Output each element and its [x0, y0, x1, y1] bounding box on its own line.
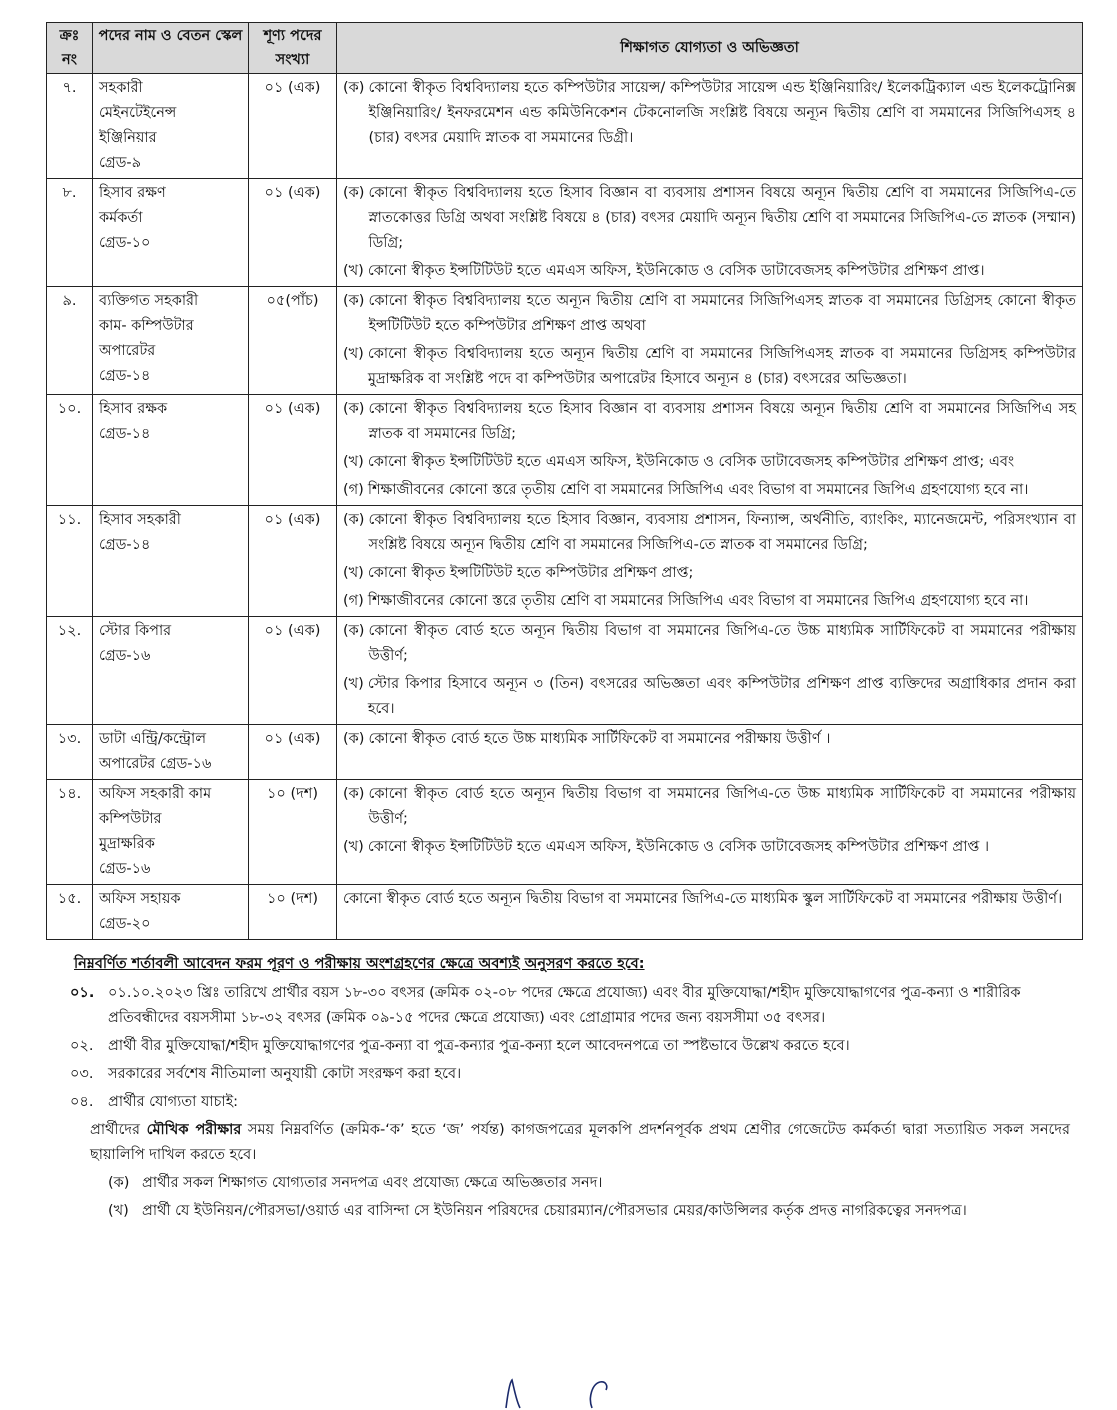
serial-cell: ১৩.: [47, 725, 93, 780]
qualification-marker: (খ): [343, 454, 364, 470]
post-name-line: অফিস সহায়ক: [99, 891, 181, 907]
post-name-line: মুদ্রাক্ষরিক: [99, 836, 155, 852]
qualification-item: [343, 478, 1076, 503]
signature-mark: [496, 1378, 636, 1410]
post-name-line: কাম- কম্পিউটার: [99, 318, 194, 334]
qualification-marker: (খ): [343, 565, 364, 581]
qualification-item: [343, 450, 1076, 475]
paragraph-text-start: প্রার্থীদের: [90, 1122, 147, 1138]
post-name-line: হিসাব সহকারী: [99, 512, 181, 528]
qualification-cell: [337, 395, 1083, 506]
post-name-cell: [93, 885, 249, 940]
table-body: [47, 74, 1083, 940]
condition-item-3: [70, 1062, 1082, 1087]
document-list-item-ka: [108, 1171, 1070, 1196]
qualification-cell: [337, 885, 1083, 940]
post-name-cell: [93, 725, 249, 780]
serial-cell: ১৫.: [47, 885, 93, 940]
qualification-text: কোনো স্বীকৃত ইন্সটিটিউট হতে এমএস অফিস, ইউনিকোড ও বেসিক ডাটাবেজসহ কম্পিউটার প্রশিক্ষণ প্রাপ্ত ।: [367, 839, 990, 855]
qualification-marker: (ক): [343, 293, 365, 309]
qualification-text: কোনো স্বীকৃত বিশ্ববিদ্যালয় হতে হিসাব বিজ্ঞান, ব্যবসায় প্রশাসন, ফিন্যান্স, অর্থনীতি, ব্যাংকিং, ম্যানেজমেন্ট, পরিসংখ্যান বা সংশ্লিষ্ট বিষয়ে অন্যূন দ্বিতীয় শ্রেণি বা সমমানের সিজিপিএ-তে স্নাতক বা সমমানের ডিগ্রি;: [368, 512, 1076, 553]
table-row: [47, 885, 1083, 940]
list-marker: (ক): [108, 1175, 130, 1191]
qualification-text: কোনো স্বীকৃত বিশ্ববিদ্যালয় হতে কম্পিউটার সায়েন্স/ কম্পিউটার সায়েন্স এন্ড ইঞ্জিনিয়ারিং/ ইলেকট্রিক্যাল এন্ড ইলেকট্রোনিক্স ইঞ্জিনিয়ারিং/ ইনফরমেশন এন্ড কমিউনিকেশন টেকনোলজি সংশ্লিষ্ট বিষয়ে অন্যূন দ্বিতীয় শ্রেণি বা সমমানের সিজিপিএসহ ৪ (চার) বৎসর মেয়াদি স্নাতক বা সমমানের ডিগ্রী।: [368, 80, 1076, 146]
post-name-cell: [93, 179, 249, 287]
qualification-marker: (ক): [343, 80, 365, 96]
qualification-cell: [337, 725, 1083, 780]
table-row: [47, 179, 1083, 287]
qualification-item: [343, 589, 1076, 614]
qualification-item: [343, 397, 1076, 447]
qualification-cell: [337, 179, 1083, 287]
post-name-line: গ্রেড-১৪: [99, 368, 151, 384]
vacancy-count-cell: ১০ (দশ): [249, 885, 337, 940]
qualification-marker: (ক): [343, 731, 365, 747]
post-name-line: হিসাব রক্ষণ: [99, 185, 166, 201]
verification-paragraph: [90, 1118, 1070, 1168]
condition-text: প্রার্থী বীর মুক্তিযোদ্ধা/শহীদ মুক্তিযোদ্ধাগণের পুত্র-কন্যা বা পুত্র-কন্যার পুত্র-কন্যা হলে আবেদনপত্রে তা স্পষ্টভাবে উল্লেখ করতে হবে।: [108, 1038, 850, 1054]
qualification-text: কোনো স্বীকৃত ইন্সটিটিউট হতে এমএস অফিস, ইউনিকোড ও বেসিক ডাটাবেজসহ কম্পিউটার প্রশিক্ষণ প্রাপ্ত।: [367, 263, 985, 279]
qualification-item: [343, 727, 1076, 752]
post-name-line: গ্রেড-১৪: [99, 537, 151, 553]
qualification-item: [343, 181, 1076, 256]
qualification-marker: (খ): [343, 676, 364, 692]
condition-item-2: [70, 1034, 1082, 1059]
list-text: প্রার্থীর সকল শিক্ষাগত যোগ্যতার সনদপত্র এবং প্রযোজ্য ক্ষেত্রে অভিজ্ঞতার সনদ।: [142, 1175, 603, 1191]
paragraph-text-end: সময় নিম্নবর্ণিত (ক্রমিক-‘ক’ হতে ‘জ’ পর্যন্ত) কাগজপত্রের মূলকপি প্রদর্শনপূর্বক প্রথম শ্রেণীর গেজেটেড কর্মকর্তা দ্বারা সত্যায়িত সকল সনদের ছায়ালিপি দাখিল করতে হবে।: [90, 1122, 1070, 1163]
condition-number: ০৩.: [70, 1066, 94, 1082]
condition-text: ০১.১০.২০২৩ খ্রিঃ তারিখে প্রার্থীর বয়স ১৮-৩০ বৎসর (ক্রমিক ০২-০৮ পদের ক্ষেত্রে প্রযোজ্য) এবং বীর মুক্তিযোদ্ধা/শহীদ মুক্তিযোদ্ধাগণের পুত্র-কন্যা ও শারীরিক প্রতিবন্ধীদের বয়সসীমা ১৮-৩২ বৎসর (ক্রমিক ০৯-১৫ পদের ক্ষেত্রে প্রযোজ্য) এবং প্রোগ্রামার পদের জন্য বয়সসীমা ৩৫ বৎসর।: [108, 985, 1021, 1026]
document-page: [46, 22, 1082, 1227]
qualification-cell: [337, 506, 1083, 617]
qualification-text: কোনো স্বীকৃত ইন্সটিটিউট হতে এমএস অফিস, ইউনিকোড ও বেসিক ডাটাবেজসহ কম্পিউটার প্রশিক্ষণ প্রাপ্ত; এবং: [367, 454, 1015, 470]
post-name-line: মেইনটেইনেন্স: [99, 105, 177, 121]
condition-number: ০৪.: [70, 1094, 94, 1110]
post-name-line: গ্রেড-৯: [99, 155, 142, 171]
document-list-item-kha: [108, 1199, 1070, 1224]
qualification-text: কোনো স্বীকৃত বিশ্ববিদ্যালয় হতে অন্যূন দ্বিতীয় শ্রেণি বা সমমানের সিজিপিএসহ স্নাতক বা সমমানের ডিগ্রিসহ কোনো স্বীকৃত ইন্সটিটিউট হতে কম্পিউটার প্রশিক্ষণ প্রাপ্ত অথবা: [368, 293, 1076, 334]
vacancy-count-cell: ০১ (এক): [249, 617, 337, 725]
qualification-marker: (খ): [343, 839, 364, 855]
qualification-item: [343, 561, 1076, 586]
condition-item-4: [70, 1090, 1082, 1115]
qualification-text: শিক্ষাজীবনের কোনো স্তরে তৃতীয় শ্রেণি বা সমমানের সিজিপিএ এবং বিভাগ বা সমমানের জিপিএ গ্রহণযোগ্য হবে না।: [367, 482, 1029, 498]
qualification-cell: [337, 780, 1083, 885]
qualification-text: কোনো স্বীকৃত বোর্ড হতে অন্যূন দ্বিতীয় বিভাগ বা সমমানের জিপিএ-তে মাধ্যমিক স্কুল সার্টিফিকেট বা সমমানের পরীক্ষায় উত্তীর্ণ।: [343, 891, 1063, 907]
qualification-marker: (ক): [343, 786, 365, 802]
post-name-cell: [93, 617, 249, 725]
post-name-cell: [93, 780, 249, 885]
qualification-marker: (গ): [343, 593, 364, 609]
qualification-marker: (গ): [343, 482, 364, 498]
posts-table: [46, 22, 1083, 940]
qualification-text: কোনো স্বীকৃত ইন্সটিটিউট হতে কম্পিউটার প্রশিক্ষণ প্রাপ্ত;: [367, 565, 694, 581]
header-qualification: শিক্ষাগত যোগ্যতা ও অভিজ্ঞতা: [337, 23, 1083, 74]
list-marker: (খ): [108, 1203, 129, 1219]
post-name-line: গ্রেড-১৪: [99, 426, 151, 442]
table-row: [47, 395, 1083, 506]
qualification-marker: (খ): [343, 263, 364, 279]
vacancy-count-cell: ০১ (এক): [249, 506, 337, 617]
qualification-cell: [337, 617, 1083, 725]
post-name-cell: [93, 395, 249, 506]
vacancy-count-cell: ০৫(পাঁচ): [249, 287, 337, 395]
table-row: [47, 725, 1083, 780]
qualification-text: কোনো স্বীকৃত বোর্ড হতে অন্যূন দ্বিতীয় বিভাগ বা সমমানের জিপিএ-তে উচ্চ মাধ্যমিক সার্টিফিকেট বা সমমানের পরীক্ষায় উত্তীর্ণ;: [368, 623, 1076, 664]
conditions-section: [46, 952, 1082, 1224]
post-name-line: স্টোর কিপার: [99, 623, 172, 639]
table-header-row: [47, 23, 1083, 74]
post-name-line: গ্রেড-১৬: [99, 861, 151, 877]
serial-cell: ১০.: [47, 395, 93, 506]
condition-number: ০২.: [70, 1038, 94, 1054]
post-name-line: ডাটা এন্ট্রি/কন্ট্রোল: [99, 731, 206, 747]
table-row: [47, 780, 1083, 885]
serial-cell: ১১.: [47, 506, 93, 617]
table-row: [47, 74, 1083, 179]
qualification-cell: [337, 287, 1083, 395]
qualification-item: [343, 508, 1076, 558]
post-name-line: কম্পিউটার: [99, 811, 162, 827]
table-row: [47, 617, 1083, 725]
vacancy-count-cell: ০১ (এক): [249, 395, 337, 506]
qualification-marker: (খ): [343, 346, 364, 362]
qualification-marker: (ক): [343, 512, 365, 528]
post-name-line: কর্মকর্তা: [99, 210, 143, 226]
vacancy-count-cell: ১০ (দশ): [249, 780, 337, 885]
header-vacancy-count: শূণ্য পদের সংখ্যা: [249, 23, 337, 74]
qualification-text: কোনো স্বীকৃত বিশ্ববিদ্যালয় হতে হিসাব বিজ্ঞান বা ব্যবসায় প্রশাসন বিষয়ে অন্যূন দ্বিতীয় শ্রেণি বা সমমানের সিজিপিএ-তে স্নাতকোত্তর ডিগ্রি অথবা সংশ্লিষ্ট বিষয়ে ৪ (চার) বৎসর মেয়াদি অন্যূন দ্বিতীয় শ্রেণি বা সমমানের সিজিপিএ-তে স্নাতক (সম্মান) ডিগ্রি;: [368, 185, 1076, 251]
qualification-text: কোনো স্বীকৃত বিশ্ববিদ্যালয় হতে হিসাব বিজ্ঞান বা ব্যবসায় প্রশাসন বিষয়ে অন্যূন দ্বিতীয় শ্রেণি বা সমমানের সিজিপিএ সহ স্নাতক বা সমমানের ডিগ্রি;: [368, 401, 1076, 442]
paragraph-bold-text: মৌখিক পরীক্ষার: [146, 1122, 242, 1138]
qualification-item: [343, 672, 1076, 722]
serial-cell: ৯.: [47, 287, 93, 395]
post-name-line: ইঞ্জিনিয়ার: [99, 130, 157, 146]
post-name-line: গ্রেড-১৬: [99, 648, 151, 664]
table-row: [47, 506, 1083, 617]
post-name-line: সহকারী: [99, 80, 143, 96]
post-name-cell: [93, 287, 249, 395]
post-name-line: অপারেটর গ্রেড-১৬: [99, 756, 212, 772]
qualification-marker: (ক): [343, 623, 365, 639]
qualification-item: [343, 76, 1076, 151]
qualification-cell: [337, 74, 1083, 179]
qualification-item: [343, 289, 1076, 339]
serial-cell: ৮.: [47, 179, 93, 287]
post-name-cell: [93, 506, 249, 617]
vacancy-count-cell: ০১ (এক): [249, 74, 337, 179]
header-serial: ক্রঃ নং: [47, 23, 93, 74]
post-name-line: গ্রেড-১০: [99, 235, 151, 251]
qualification-text: স্টোর কিপার হিসাবে অন্যূন ৩ (তিন) বৎসরের অভিজ্ঞতা এবং কম্পিউটার প্রশিক্ষণ প্রাপ্ত ব্যক্তিদের অগ্রাধিকার প্রদান করা হবে।: [367, 676, 1076, 717]
serial-cell: ৭.: [47, 74, 93, 179]
qualification-text: কোনো স্বীকৃত বিশ্ববিদ্যালয় হতে অন্যূন দ্বিতীয় শ্রেণি বা সমমানের সিজিপিএসহ স্নাতক বা সমমানের ডিগ্রিসহ কম্পিউটার মুদ্রাক্ষরিক বা সংশ্লিষ্ট পদে বা কম্পিউটার অপারেটর হিসাবে অন্যূন ৪ (চার) বৎসরের অভিজ্ঞতা।: [367, 346, 1076, 387]
qualification-marker: (ক): [343, 401, 365, 417]
qualification-item: [343, 782, 1076, 832]
qualification-text: শিক্ষাজীবনের কোনো স্তরে তৃতীয় শ্রেণি বা সমমানের সিজিপিএ এবং বিভাগ বা সমমানের জিপিএ গ্রহণযোগ্য হবে না।: [367, 593, 1029, 609]
conditions-heading: নিম্নবর্ণিত শর্তাবলী আবেদন ফরম পূরণ ও পরীক্ষায় অংশগ্রহণের ক্ষেত্রে অবশ্যই অনুসরণ করতে হবে:: [74, 956, 645, 972]
condition-text: সরকারের সর্বশেষ নীতিমালা অনুযায়ী কোটা সংরক্ষণ করা হবে।: [108, 1066, 462, 1082]
post-name-line: অপারেটর: [99, 343, 156, 359]
qualification-text: কোনো স্বীকৃত বোর্ড হতে অন্যূন দ্বিতীয় বিভাগ বা সমমানের জিপিএ-তে উচ্চ মাধ্যমিক সার্টিফিকেট বা সমমানের পরীক্ষায় উত্তীর্ণ;: [368, 786, 1076, 827]
post-name-line: অফিস সহকারী কাম: [99, 786, 212, 802]
header-post-name: পদের নাম ও বেতন স্কেল: [93, 23, 249, 74]
vacancy-count-cell: ০১ (এক): [249, 725, 337, 780]
qualification-item: [343, 835, 1076, 860]
post-name-line: গ্রেড-২০: [99, 916, 151, 932]
qualification-text: কোনো স্বীকৃত বোর্ড হতে উচ্চ মাধ্যমিক সার্টিফিকেট বা সমমানের পরীক্ষায় উত্তীর্ণ ।: [368, 731, 831, 747]
list-text: প্রার্থী যে ইউনিয়ন/পৌরসভা/ওয়ার্ড এর বাসিন্দা সে ইউনিয়ন পরিষদের চেয়ারম্যান/পৌরসভার মেয়র/কাউন্সিলর কর্তৃক প্রদত্ত নাগরিকত্বের সনদপত্র।: [142, 1203, 967, 1219]
condition-number: ০১.: [70, 985, 95, 1001]
qualification-item: [343, 342, 1076, 392]
condition-item-1: [70, 981, 1082, 1031]
qualification-item: [343, 887, 1076, 912]
post-name-cell: [93, 74, 249, 179]
post-name-line: ব্যক্তিগত সহকারী: [99, 293, 199, 309]
qualification-item: [343, 619, 1076, 669]
vacancy-count-cell: ০১ (এক): [249, 179, 337, 287]
table-row: [47, 287, 1083, 395]
qualification-item: [343, 259, 1076, 284]
qualification-marker: (ক): [343, 185, 365, 201]
condition-text: প্রার্থীর যোগ্যতা যাচাই:: [108, 1094, 239, 1110]
post-name-line: হিসাব রক্ষক: [99, 401, 168, 417]
serial-cell: ১৪.: [47, 780, 93, 885]
serial-cell: ১২.: [47, 617, 93, 725]
